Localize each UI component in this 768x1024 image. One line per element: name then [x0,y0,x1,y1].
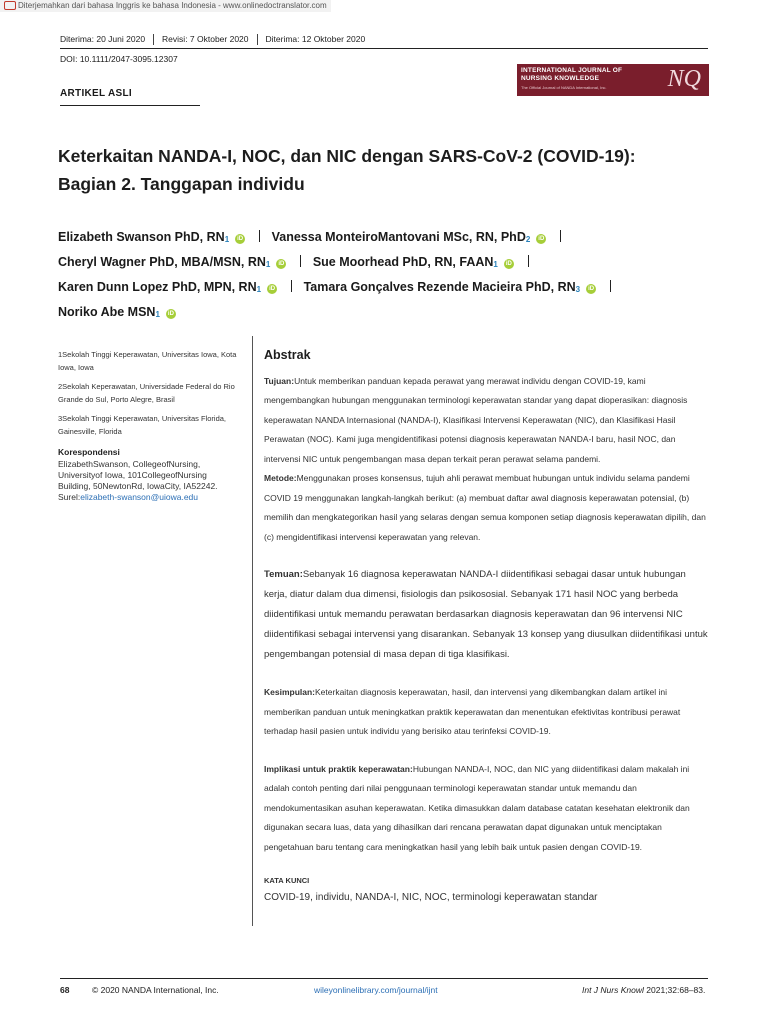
abstract-objective [264,372,710,470]
author-name: Sue Moorhead PhD, RN, FAAN [312,255,494,269]
abstract-implications [264,760,710,858]
affiliation-1: 1Sekolah Tinggi Keperawatan, Universitas Iowa, Kota Iowa, Iowa [58,350,237,372]
translation-banner-link[interactable]: Diterjemahkan dari bahasa Inggris ke bahasa Indonesia - www.onlinedoctranslator.com [18,1,327,10]
section-text: Sebanyak 16 diagnosa keperawatan NANDA-I diidentifikasi sebagai dasar untuk hubungan kerja, diatur dalam dua dimensi, fisiologis dan psikososial. Sebanyak 171 hasil NOC yang berbeda diidentifikasi untuk memandu perawatan berdasarkan diagnosis keperawatan dan 96 intervensi NIC diidentifikasi sebagai intervensi yang disarankan. Sebanyak 13 konsep yang diusulkan diidentifikasi untuk pengembangan potensial di masa depan di tiga klasifikasi. [264,569,708,660]
column-divider [252,336,253,926]
author-affiliation: 1 [493,260,498,269]
affiliation-3: 3Sekolah Tinggi Keperawatan, Universitas Florida, Gainesville, Florida [58,414,227,436]
section-label: Tujuan: [264,375,295,386]
page-number: 68 [60,985,70,995]
affiliation-2: 2Sekolah Keperawatan, Universidade Federal do Rio Grande do Sul, Porto Alegre, Brasil [58,382,235,404]
orcid-icon[interactable]: iD [588,286,595,292]
abstract-heading: Abstrak [264,348,311,362]
author-name: Tamara Gonçalves Rezende Macieira PhD, RN [303,280,576,294]
journal-subtitle: The Official Journal of NANDA International, Inc. [521,85,607,90]
author-affiliation: 3 [575,285,581,294]
section-text: Hubungan NANDA-I, NOC, dan NIC yang diidentifikasi dalam makalah ini adalah contoh penting dari nilai penggunaan terminologi keperawatan standar untuk memandu dan mendokumentasikan asuhan keperawatan. Ketika dimasukkan dalam database catatan kesehatan elektronik dan digunakan secara luas, data yang dihasilkan dari rencana perawatan dapat digunakan untuk menciptakan pengetahuan baru tentang cara meningkatkan hasil yang lebih baik untuk pasien dengan COVID-19. [264,763,690,852]
author-name: Noriko Abe MSN [58,305,156,319]
section-label: Metode: [264,473,297,483]
orcid-icon[interactable]: iD [505,261,512,267]
document-icon [4,1,16,10]
citation-journal: Int J Nurs Knowl [582,985,644,995]
translation-banner [0,0,331,12]
section-label: Temuan: [264,569,303,580]
section-label: Implikasi untuk praktik keperawatan: [264,763,413,774]
author-affiliation: 1 [224,235,230,244]
correspondence-heading: Korespondensi [58,447,120,457]
section-text: Menggunakan proses konsensus, tujuh ahli perawat membuat hubungan untuk individu selama pandemi COVID 19 menggunakan langkah-langkah berikut: (a) membuat daftar awal diagnosis keperawatan potensial, (b) memilih dan mengkategorikan hasil yang selaras dengan semua komponen setiap diagnosis keperawatan dipilih, dan (c) mengidentifikasi intervensi keperawatan yang relevan. [264,473,706,542]
title-line-1: Keterkaitan NANDA-I, NOC, dan NIC dengan SARS-CoV-2 (COVID-19): [58,146,636,166]
journal-name-line2: NURSING KNOWLEDGE [521,75,600,82]
accepted-date: Diterima: 12 Oktober 2020 [265,34,366,44]
abstract-method [264,469,710,547]
doi[interactable]: DOI: 10.1111/2047-3095.12307 [60,54,178,64]
journal-logo [517,64,709,96]
article-dates [60,34,365,45]
orcid-icon[interactable]: iD [237,236,244,242]
citation [582,985,705,995]
correspondence-line: Building, 50NewtonRd, IowaCity, IA52242. [58,481,218,491]
author-name: Cheryl Wagner PhD, MBA/MSN, RN [58,255,266,269]
author-list [58,226,738,326]
author-affiliation: 1 [256,285,262,294]
correspondence-address [58,459,246,503]
abstract-conclusion [264,683,710,742]
orcid-icon[interactable]: iD [269,286,276,292]
author-name: Elizabeth Swanson PhD, RN [58,230,225,244]
keywords-heading: KATA KUNCI [264,876,310,885]
correspondence-line: Universityof Iowa, 101CollegeofNursing [58,470,207,480]
abstract-findings [264,565,710,665]
author-affiliation: 1 [155,310,160,319]
author-name: Vanessa MonteiroMantovani MSc, RN, PhD [271,230,526,244]
section-text: Keterkaitan diagnosis keperawatan, hasil, dan intervensi yang dikembangkan dalam artikel ini memberikan panduan untuk meningkatkan praktik keperawatan dan menentukan efektivitas kontribusi perawat terhadap hasil pasien untuk individu yang berisiko atau terinfeksi COVID-19. [264,687,681,736]
author-affiliation: 2 [525,235,531,244]
citation-details: 2021;32:68–83. [646,985,706,995]
email-link[interactable]: elizabeth-swanson@uiowa.edu [80,492,199,502]
orcid-icon[interactable]: iD [167,311,174,317]
orcid-icon[interactable]: iD [278,261,285,267]
received-date: Diterima: 20 Juni 2020 [60,34,146,44]
keywords: COVID-19, individu, NANDA-I, NIC, NOC, terminologi keperawatan standar [264,891,598,903]
footer-rule [60,978,708,979]
article-type: ARTIKEL ASLI [60,88,132,99]
article-title [58,142,718,198]
author-name: Karen Dunn Lopez PhD, MPN, RN [58,280,257,294]
header-rule [60,48,708,49]
revised-date: Revisi: 7 Oktober 2020 [162,34,249,44]
copyright: © 2020 NANDA International, Inc. [92,985,219,995]
section-text: Untuk memberikan panduan kepada perawat yang merawat individu dengan COVID-19, kami mengembangkan hubungan menggunakan terminologi keperawatan standar yang dapat dioperasikan: diagnosis keperawatan NANDA Internasional (NANDA-I), Klasifikasi Intervensi Keperawatan (NIC), dan Klasifikasi Hasil Perawatan (NOC). Kami juga mengidentifikasi potensi diagnosis keperawatan NANDA-I baru, hasil NOC, dan intervensi NIC untuk pengembangan masa depan terkait peran perawat selama pandemi. [264,375,688,464]
correspondence-line: ElizabethSwanson, CollegeofNursing, [58,459,201,469]
journal-url[interactable]: wileyonlinelibrary.com/journal/ijnt [314,985,438,995]
abstract [264,346,710,905]
journal-name-line1: INTERNATIONAL JOURNAL OF [521,67,623,74]
affiliations-column [58,348,246,503]
journal-monogram: NQ [667,66,701,92]
orcid-icon[interactable]: iD [538,236,545,242]
article-type-rule [60,105,200,106]
title-line-2: Bagian 2. Tanggapan individu [58,174,305,194]
section-label: Kesimpulan: [264,687,316,697]
email-label: Surel: [58,492,81,502]
author-affiliation: 1 [265,260,271,269]
